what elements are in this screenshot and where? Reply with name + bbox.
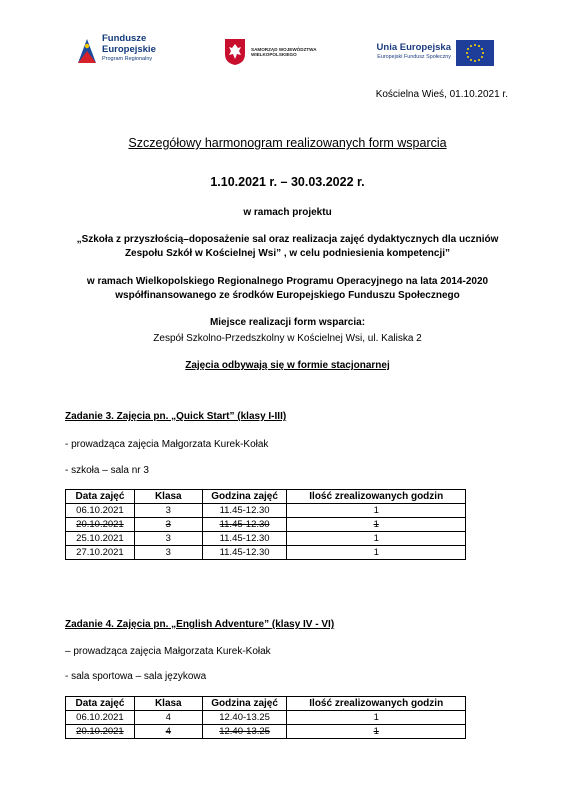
table-row [66, 711, 466, 725]
hours-cell: 1 [287, 504, 466, 518]
task-4-title: Zadanie 4. Zajęcia pn. „English Adventure” (klasy IV - VI) [65, 619, 335, 630]
date-cell: 27.10.2021 [66, 546, 135, 560]
hours-cell: 1 [287, 725, 466, 739]
program-line2: współfinansowanego ze środków Europejskiego Funduszu Społecznego [115, 290, 460, 301]
project-name [0, 233, 575, 261]
table-row-cancelled [66, 725, 466, 739]
time-cell: 12.40-13.25 [202, 711, 287, 725]
fe-logo-line3: Program Regionalny [102, 56, 153, 62]
ue-logo-subtitle: Europejski Fundusz Społeczny [377, 54, 451, 60]
time-cell: 12.40-13.25 [202, 725, 287, 739]
time-cell: 11.45-12.30 [202, 532, 287, 546]
class-cell: 3 [134, 532, 202, 546]
document-title: Szczegółowy harmonogram realizowanych form wsparcia [128, 136, 447, 150]
hours-cell: 1 [287, 518, 466, 532]
time-cell: 11.45-12.30 [202, 518, 287, 532]
column-header: Klasa [134, 697, 202, 711]
ue-logo-title: Unia Europejska [376, 42, 451, 53]
fundusze-europejskie-logo [76, 34, 186, 70]
class-cell: 4 [134, 711, 202, 725]
column-header: Klasa [134, 490, 202, 504]
project-name-line2: Zespołu Szkół w Kościelnej Wsi” , w celu podniesienia kompetencji” [124, 248, 451, 259]
date-cell: 20.10.2021 [66, 725, 135, 739]
class-cell: 3 [134, 504, 202, 518]
column-header: Data zajęć [66, 490, 135, 504]
column-header: Ilość zrealizowanych godzin [287, 697, 466, 711]
date-cell: 20.10.2021 [66, 518, 135, 532]
task-3-title: Zadanie 3. Zajęcia pn. „Quick Start” (klasy I-III) [65, 411, 287, 422]
class-cell: 3 [134, 546, 202, 560]
date-cell: 06.10.2021 [66, 504, 135, 518]
table-row [66, 504, 466, 518]
project-intro: w ramach projektu [243, 207, 332, 218]
wielkopolska-logo [224, 38, 324, 66]
table-row [66, 546, 466, 560]
column-header: Ilość zrealizowanych godzin [287, 490, 466, 504]
wlkp-logo-line2: WIELKOPOLSKIEGO [251, 52, 297, 58]
table-header-row [66, 697, 466, 711]
date-cell: 25.10.2021 [66, 532, 135, 546]
table-row [66, 532, 466, 546]
fe-logo-line2: Europejskie [102, 43, 156, 55]
column-header: Data zajęć [66, 697, 135, 711]
column-header: Godzina zajęć [202, 490, 287, 504]
task-4-teacher: – prowadząca zajęcia Małgorzata Kurek-Kołak [65, 646, 271, 657]
eagle-crest-icon [224, 38, 246, 66]
date-cell: 06.10.2021 [66, 711, 135, 725]
program-info [0, 275, 575, 303]
wlkp-logo-line1: SAMORZĄD WOJEWÓDZTWA [251, 47, 317, 52]
time-cell: 11.45-12.30 [202, 504, 287, 518]
place-label: Miejsce realizacji form wsparcia: [209, 317, 366, 328]
task-3-schedule-table [65, 489, 466, 560]
task-4-room: - sala sportowa – sala językowa [65, 671, 207, 682]
fe-logo-line1: Fundusze [102, 33, 147, 44]
fe-logo-text [102, 34, 156, 63]
class-cell: 4 [134, 725, 202, 739]
fe-star-icon [76, 37, 98, 65]
task-4-schedule-table [65, 696, 466, 739]
place-date-line: Kościelna Wieś, 01.10.2021 r. [375, 89, 508, 100]
table-header-row [66, 490, 466, 504]
hours-cell: 1 [287, 711, 466, 725]
task-3-teacher: - prowadząca zajęcia Małgorzata Kurek-Kołak [65, 439, 269, 450]
project-name-line1: „Szkoła z przyszłością–doposażenie sal oraz realizacja zajęć dydaktycznych dla uczniów [76, 234, 499, 245]
hours-cell: 1 [287, 546, 466, 560]
eu-flag-icon [456, 40, 494, 66]
class-mode: Zajęcia odbywają się w formie stacjonarnej [185, 360, 390, 371]
place-value: Zespół Szkolno-Przedszkolny w Kościelnej Wsi, ul. Kaliska 2 [153, 333, 422, 344]
unia-europejska-logo [375, 36, 495, 70]
table-row-cancelled [66, 518, 466, 532]
hours-cell: 1 [287, 532, 466, 546]
class-cell: 3 [134, 518, 202, 532]
time-cell: 11.45-12.30 [202, 546, 287, 560]
column-header: Godzina zajęć [202, 697, 287, 711]
document-period: 1.10.2021 r. – 30.03.2022 r. [210, 175, 365, 189]
program-line1: w ramach Wielkopolskiego Regionalnego Programu Operacyjnego na lata 2014-2020 [86, 276, 489, 287]
task-3-room: - szkoła – sala nr 3 [65, 465, 149, 476]
